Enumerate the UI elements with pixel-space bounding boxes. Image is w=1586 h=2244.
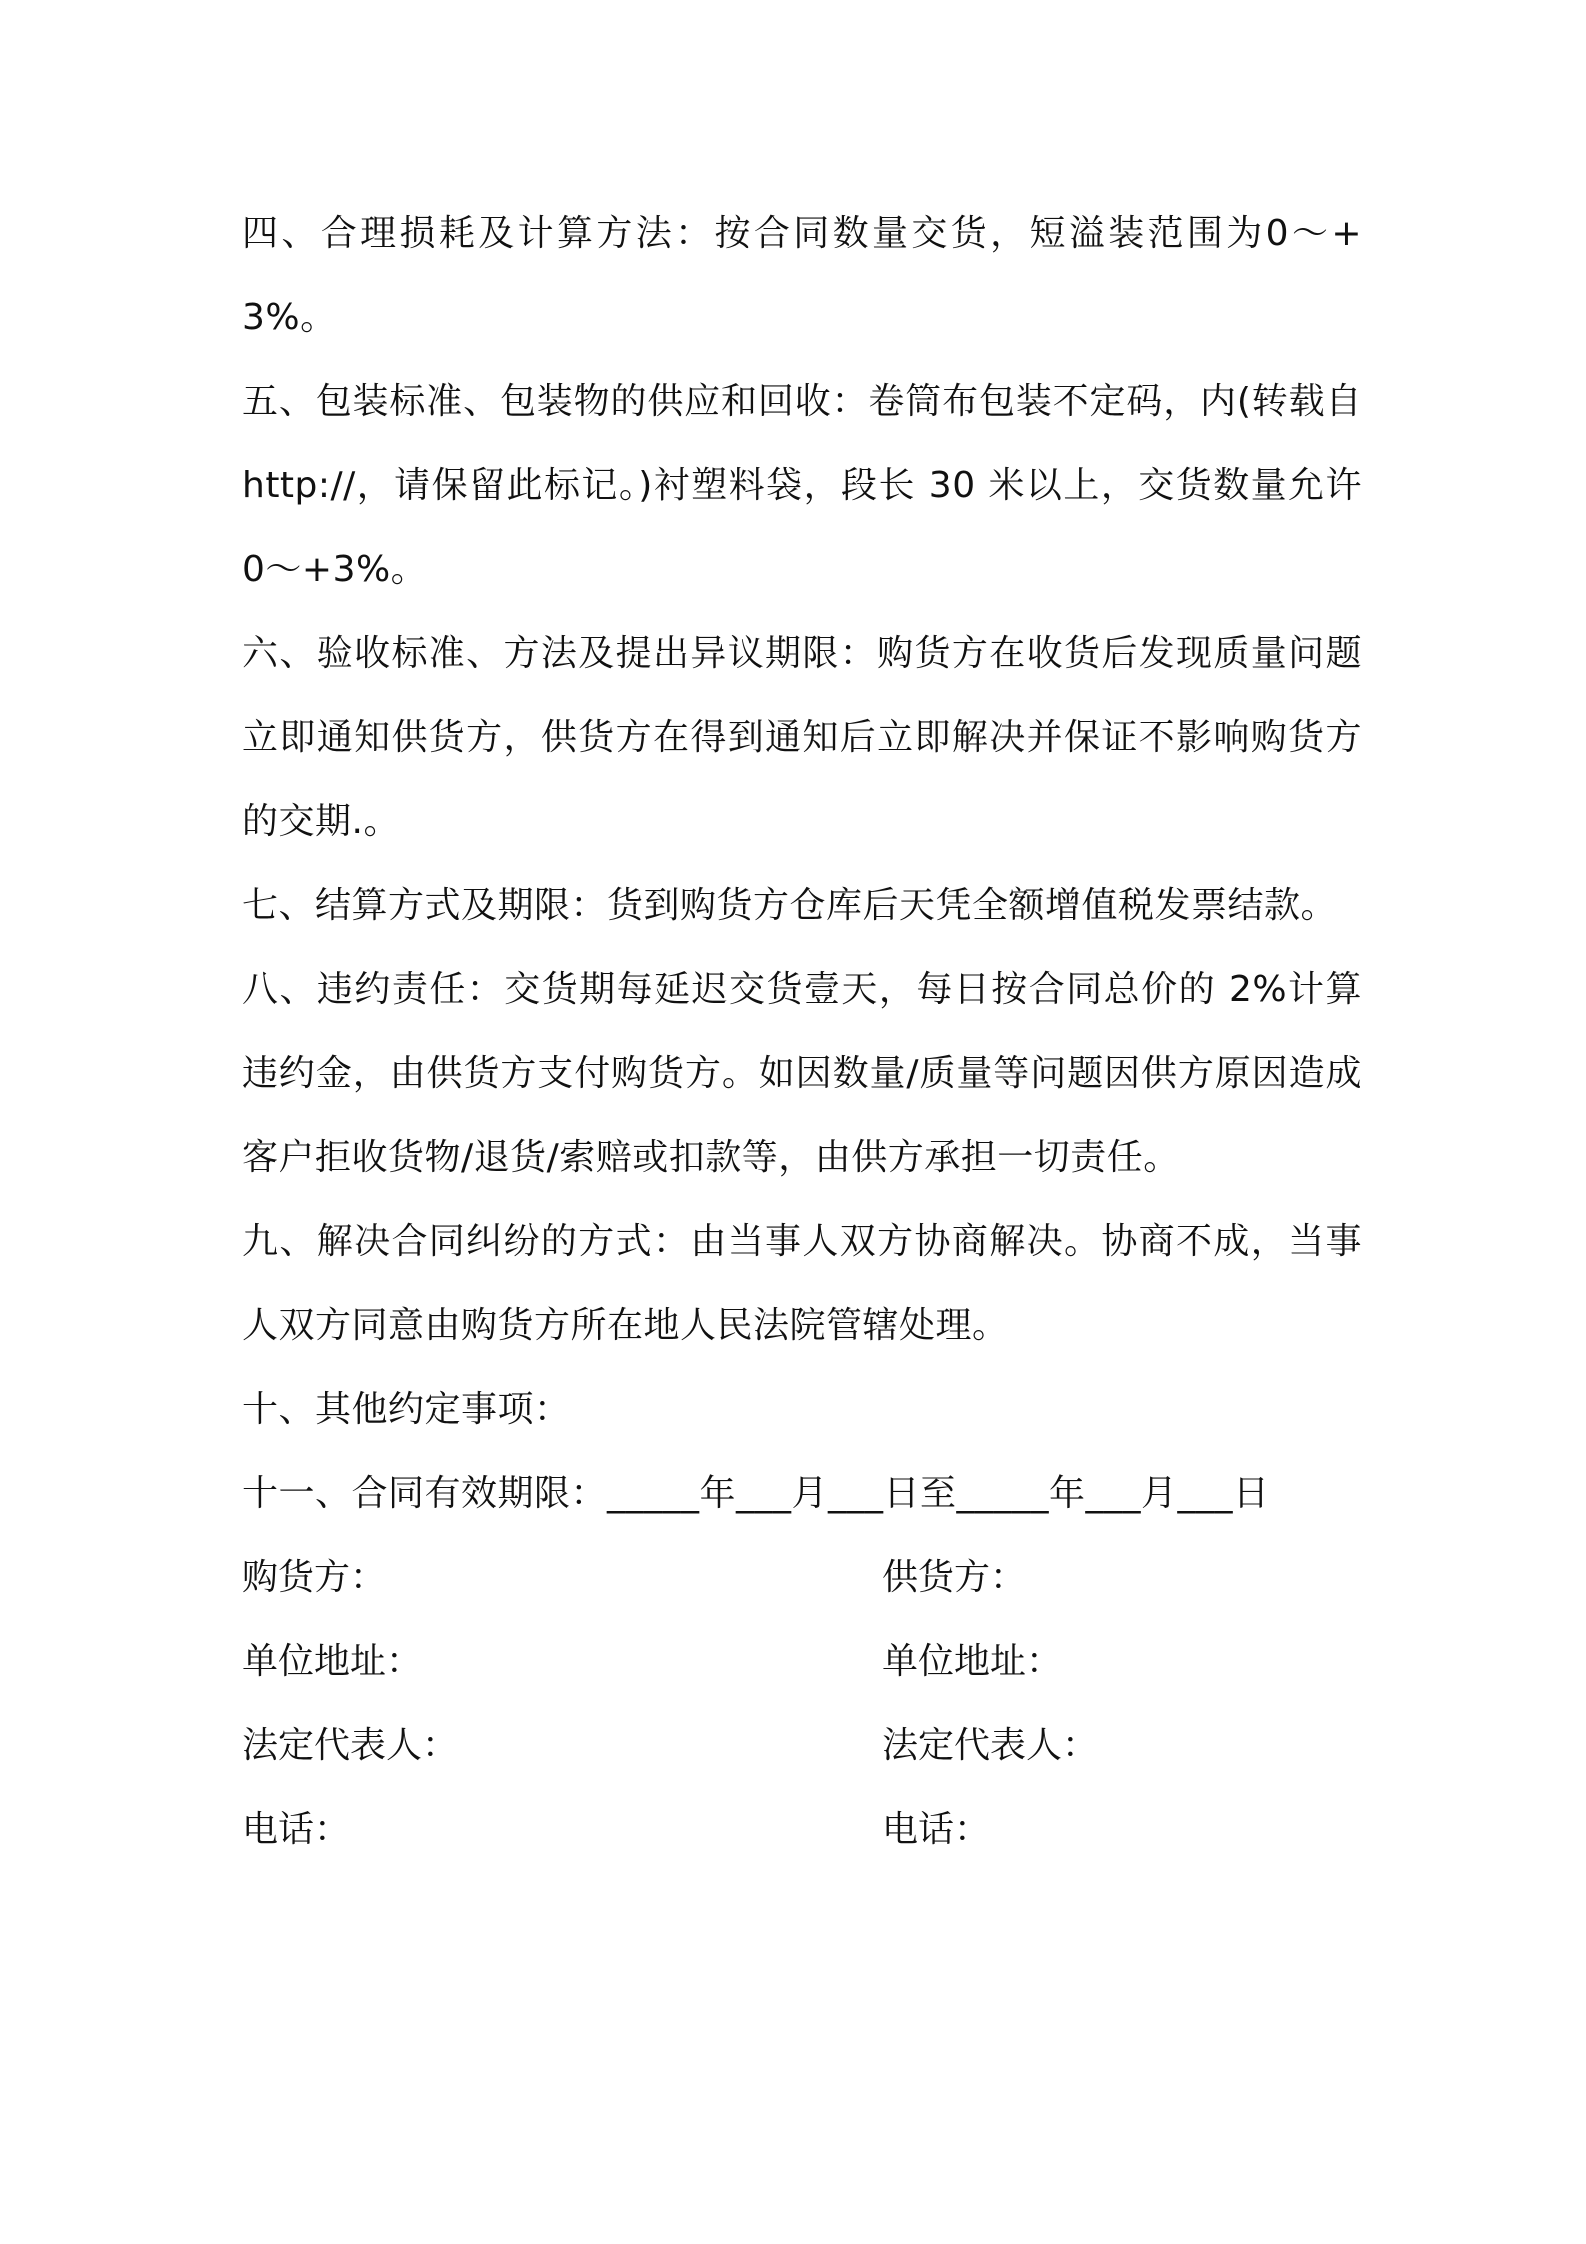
clause-6-acceptance: 六、验收标准、方法及提出异议期限：购货方在收货后发现质量问题立即通知供货方，供货方在得到通知后立即解决并保证不影响购货方的交期.。 (242, 633, 1362, 842)
supplier-phone-label: 电话： (882, 1809, 991, 1850)
clause-10-other-matters: 十、其他约定事项： (242, 1389, 571, 1430)
signature-block (242, 1536, 1362, 1872)
signature-row-phone (242, 1788, 1362, 1872)
supplier-representative-label: 法定代表人： (882, 1725, 1099, 1766)
clause-5-packaging: 五、包装标准、包装物的供应和回收：卷筒布包装不定码，内(转载自 http://，请保留此标记。)衬塑料袋，段长 30 米以上，交货数量允许 0～+3%。 (242, 381, 1362, 590)
signature-row-representative (242, 1704, 1362, 1788)
buyer-party-label: 购货方： (242, 1557, 387, 1598)
clause-11-validity-period: 十一、合同有效期限：_____年___月___日至_____年___月___日 (242, 1473, 1270, 1514)
buyer-representative-label: 法定代表人： (242, 1725, 459, 1766)
clause-4-loss-calculation: 四、合理损耗及计算方法：按合同数量交货，短溢装范围为0～+3%。 (242, 213, 1362, 338)
clause-9-dispute-resolution: 九、解决合同纠纷的方式：由当事人双方协商解决。协商不成，当事人双方同意由购货方所在地人民法院管辖处理。 (242, 1221, 1362, 1346)
supplier-address-label: 单位地址： (882, 1641, 1063, 1682)
signature-row-party (242, 1536, 1362, 1620)
signature-row-address (242, 1620, 1362, 1704)
supplier-party-label: 供货方： (882, 1557, 1027, 1598)
clause-8-liability: 八、违约责任：交货期每延迟交货壹天，每日按合同总价的 2%计算违约金，由供货方支付购货方。如因数量/质量等问题因供方原因造成客户拒收货物/退货/索赔或扣款等，由供方承担一切责任。 (242, 969, 1362, 1178)
buyer-address-label: 单位地址： (242, 1641, 423, 1682)
buyer-phone-label: 电话： (242, 1809, 351, 1850)
contract-body (242, 192, 1362, 1872)
clause-7-settlement: 七、结算方式及期限：货到购货方仓库后天凭全额增值税发票结款。 (242, 885, 1338, 926)
